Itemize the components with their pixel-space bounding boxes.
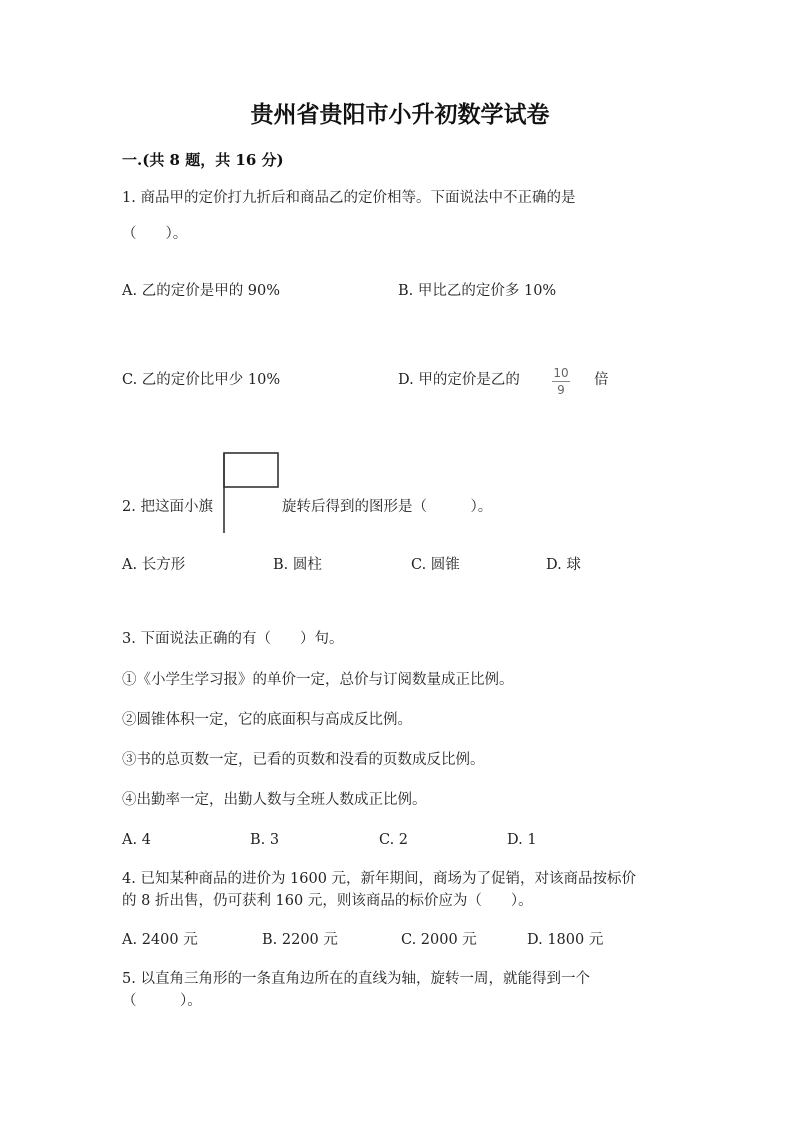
fraction-numerator: 10 [553,366,569,380]
question-2-stem-prefix: 2. 把这面小旗 [122,499,213,515]
question-2-option-c: C. 圆锥 [411,557,460,573]
question-4-option-d: D. 1800 元 [527,932,604,948]
question-1-stem-line2: （ ）。 [122,226,188,242]
question-4-option-a: A. 2400 元 [122,932,198,948]
question-3-option-a: A. 4 [122,832,151,848]
question-1-option-c: C. 乙的定价比甲少 10% [122,372,281,388]
question-3-statement-3: ③书的总页数一定，已看的页数和没看的页数成反比例。 [122,752,485,768]
question-1-stem-line1: 1. 商品甲的定价打九折后和商品乙的定价相等。下面说法中不正确的是 [122,190,576,206]
question-3-statement-1: ①《小学生学习报》的单价一定，总价与订阅数量成正比例。 [122,672,514,688]
question-2-option-a: A. 长方形 [122,557,186,573]
question-1-option-d: D. 甲的定价是乙的 [398,372,520,388]
question-3-option-b: B. 3 [250,832,280,848]
question-3-statement-2: ②圆锥体积一定，它的底面积与高成反比例。 [122,712,412,728]
flag-cloth [224,453,278,487]
question-1-option-a: A. 乙的定价是甲的 90% [122,283,281,299]
question-4-option-c: C. 2000 元 [401,932,477,948]
question-4-stem-line2: 的 8 折出售，仍可获利 160 元，则该商品的标价应为（ ）。 [122,893,533,909]
question-2-stem-suffix: 旋转后得到的图形是（ ）。 [282,499,493,515]
question-5-stem-line1: 5. 以直角三角形的一条直角边所在的直线为轴，旋转一周，就能得到一个 [122,971,590,987]
question-4-option-b: B. 2200 元 [262,932,338,948]
question-2-option-b: B. 圆柱 [273,557,322,573]
question-5-stem-line2: （ ）。 [122,993,202,1009]
fraction-denominator: 9 [557,383,565,397]
fraction-bar [552,381,570,382]
question-3-statement-4: ④出勤率一定，出勤人数与全班人数成正比例。 [122,792,427,808]
question-1-option-b: B. 甲比乙的定价多 10% [398,283,557,299]
question-4-stem-line1: 4. 已知某种商品的进价为 1600 元，新年期间，商场为了促销，对该商品按标价 [122,871,637,887]
fraction-ten-ninths [548,366,574,397]
section-heading: 一.(共 8 题，共 16 分) [122,151,284,169]
question-3-option-d: D. 1 [507,832,537,848]
question-3-option-c: C. 2 [379,832,409,848]
flag-figure [218,451,282,535]
question-2-option-d: D. 球 [546,557,581,573]
question-3-stem: 3. 下面说法正确的有（ ）句。 [122,631,344,647]
question-1-option-d-suffix: 倍 [594,372,609,388]
page-title: 贵州省贵阳市小升初数学试卷 [250,101,550,128]
